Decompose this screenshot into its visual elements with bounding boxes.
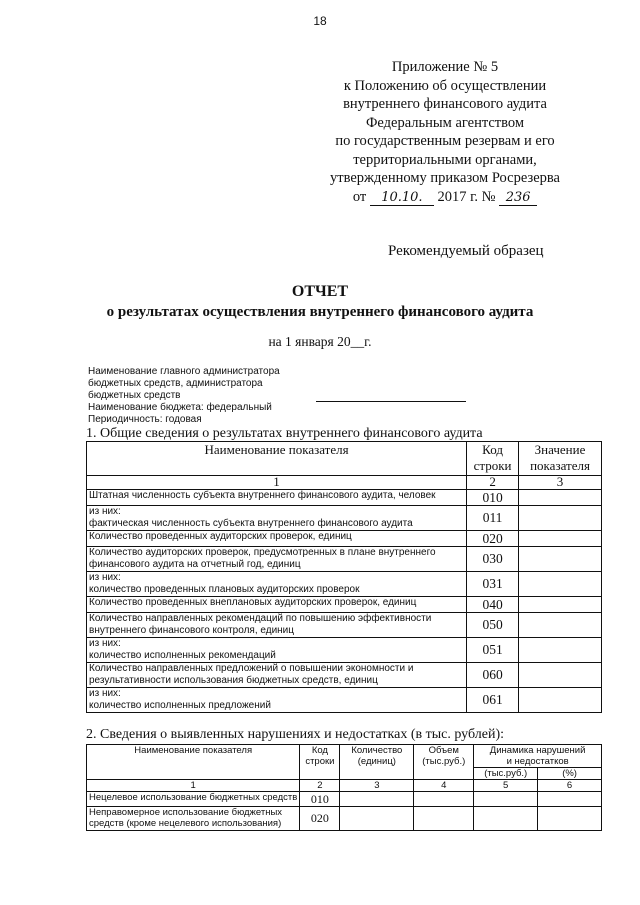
row-dynamics-pct-cell[interactable] (538, 792, 602, 807)
row-dynamics-rub-cell[interactable] (474, 792, 538, 807)
col-number: 3 (519, 476, 602, 490)
handwritten-number: 236 (499, 191, 537, 206)
col-header-code: Код строки (467, 442, 519, 476)
admin-label-line3: бюджетных средств (88, 390, 181, 401)
row-name (87, 572, 467, 597)
admin-label-line1: Наименование главного администратора (88, 366, 280, 377)
appendix-line: Приложение № 5 (391, 59, 499, 75)
col-header-dynamics-pct: (%) (538, 768, 602, 780)
row-code: 040 (467, 597, 519, 613)
col-header-quantity (340, 745, 414, 780)
row-code: 050 (467, 613, 519, 638)
row-name-line1: из них: (89, 572, 121, 583)
row-volume-cell[interactable] (414, 792, 474, 807)
row-value-cell[interactable] (519, 663, 602, 688)
col-header-volume (414, 745, 474, 780)
admin-label-line2: бюджетных средств, администратора (88, 378, 263, 389)
dynamics-header-line2: и недостатков (506, 756, 569, 767)
recommended-sample-label: Рекомендуемый образец (388, 243, 544, 259)
col-header-dynamics-rub: (тыс.руб.) (474, 768, 538, 780)
row-name: Количество проведенных внеплановых аудиторских проверок, единиц (87, 597, 467, 613)
table-row (87, 663, 602, 688)
table-row (87, 506, 602, 531)
table-row (87, 613, 602, 638)
row-name-line1: Количество направленных предложений о повышении экономности и (89, 663, 414, 674)
row-value-cell[interactable] (519, 506, 602, 531)
table-number-row (87, 476, 602, 490)
row-name-line1: Количество направленных рекомендаций по повышению эффективности (89, 613, 432, 624)
row-name: Нецелевое использование бюджетных средств (87, 792, 300, 807)
row-name-line2: фактическая численность субъекта внутреннего финансового аудита (89, 517, 413, 529)
row-name-line1: из них: (89, 506, 121, 517)
appendix-line: утвержденному приказом Росрезерва (330, 170, 560, 186)
col-number: 1 (87, 780, 300, 792)
report-date: на 1 января 20__г. (268, 334, 372, 349)
row-name-line2: результативности использования бюджетных средств, единиц (89, 674, 378, 686)
row-name-line2: средств (кроме нецелевого использования) (89, 818, 282, 829)
row-value-cell[interactable] (519, 638, 602, 663)
report-title: ОТЧЕТ (291, 283, 349, 300)
section1-title: 1. Общие сведения о результатах внутреннего финансового аудита (86, 426, 483, 441)
row-value-cell[interactable] (519, 547, 602, 572)
appendix-line: территориальными органами, (353, 151, 537, 168)
row-value-cell[interactable] (519, 531, 602, 547)
table-number-row (87, 780, 602, 792)
appendix-block (330, 58, 560, 206)
row-name: Штатная численность субъекта внутреннего финансового аудита, человек (87, 490, 467, 506)
table-row (87, 572, 602, 597)
row-name (87, 688, 467, 713)
col-number: 1 (87, 476, 467, 490)
row-dynamics-pct-cell[interactable] (538, 807, 602, 831)
row-code: 031 (467, 572, 519, 597)
col-header-dynamics (474, 745, 602, 768)
appendix-line: Федеральным агентством (365, 114, 525, 131)
row-code: 010 (300, 792, 340, 807)
col-number: 3 (340, 780, 414, 792)
row-volume-cell[interactable] (414, 807, 474, 831)
budget-name: Наименование бюджета: федеральный (88, 402, 272, 413)
table-row (87, 490, 602, 506)
row-name (87, 638, 467, 663)
row-name-line2: внутреннего финансового контроля, единиц (89, 624, 294, 636)
table-row (87, 688, 602, 713)
appendix-line: к Положению об осуществлении (343, 77, 547, 94)
code-header-line1: Код (311, 745, 328, 756)
row-dynamics-rub-cell[interactable] (474, 807, 538, 831)
date-prefix: от (352, 188, 367, 205)
row-name-line2: количество исполненных рекомендаций (89, 649, 276, 661)
row-name-line2: количество проведенных плановых аудиторских проверок (89, 583, 360, 595)
row-name (87, 663, 467, 688)
row-name: Количество проведенных аудиторских проверок, единиц (87, 531, 467, 547)
col-header-name: Наименование показателя (87, 442, 467, 476)
page-number: 18 (313, 14, 327, 28)
general-info-table (86, 441, 602, 713)
row-code: 051 (467, 638, 519, 663)
row-value-cell[interactable] (519, 597, 602, 613)
row-quantity-cell[interactable] (340, 807, 414, 831)
row-name-line2: количество исполненных предложений (89, 699, 271, 711)
table-header-row (87, 442, 602, 476)
row-name (87, 807, 300, 831)
col-number: 2 (300, 780, 340, 792)
volume-header-line1: Объем (428, 745, 459, 756)
row-value-cell[interactable] (519, 490, 602, 506)
quantity-header-line2: (единиц) (357, 756, 396, 767)
quantity-header-line1: Количество (351, 745, 403, 756)
handwritten-date: 10.10. (370, 191, 434, 206)
row-name-line1: Неправомерное использование бюджетных (89, 807, 283, 818)
row-name-line1: из них: (89, 638, 121, 649)
table-header-row (87, 745, 602, 768)
appendix-line: по государственным резервам и его (335, 133, 555, 149)
violations-table (86, 744, 602, 831)
row-code: 060 (467, 663, 519, 688)
report-subtitle: о результатах осуществления внутреннего финансового аудита (106, 304, 534, 320)
row-code: 010 (467, 490, 519, 506)
row-value-cell[interactable] (519, 613, 602, 638)
row-value-cell[interactable] (519, 688, 602, 713)
code-header-line2: строки (305, 756, 335, 767)
col-header-code (300, 745, 340, 780)
section2-title: 2. Сведения о выявленных нарушениях и недостатках (в тыс. рублей): (86, 727, 504, 742)
admin-name-blank-line (316, 401, 466, 402)
row-code: 020 (300, 807, 340, 831)
row-name-line2: финансового аудита на отчетный год, единиц (89, 558, 301, 570)
row-code: 030 (467, 547, 519, 572)
row-code: 011 (467, 506, 519, 531)
col-header-value: Значение показателя (519, 442, 602, 476)
row-code: 061 (467, 688, 519, 713)
row-code: 020 (467, 531, 519, 547)
row-name (87, 506, 467, 531)
row-value-cell[interactable] (519, 572, 602, 597)
table-row (87, 597, 602, 613)
col-number: 2 (467, 476, 519, 490)
row-name (87, 613, 467, 638)
col-number: 6 (538, 780, 602, 792)
row-name-line1: Количество аудиторских проверок, предусмотренных в плане внутреннего (89, 547, 436, 558)
year-text: 2017 г. № (437, 188, 496, 205)
row-name-line1: из них: (89, 688, 121, 699)
table-row (87, 792, 602, 807)
col-number: 5 (474, 780, 538, 792)
table-row (87, 531, 602, 547)
table-row (87, 807, 602, 831)
col-number: 4 (414, 780, 474, 792)
table-row (87, 638, 602, 663)
volume-header-line2: (тыс.руб.) (422, 756, 466, 767)
row-quantity-cell[interactable] (340, 792, 414, 807)
row-name (87, 547, 467, 572)
appendix-date-line (330, 188, 560, 207)
dynamics-header-line1: Динамика нарушений (489, 745, 586, 756)
table-row (87, 547, 602, 572)
col-header-name: Наименование показателя (87, 745, 300, 780)
periodicity: Периодичность: годовая (88, 414, 202, 425)
appendix-line: внутреннего финансового аудита (343, 96, 547, 112)
